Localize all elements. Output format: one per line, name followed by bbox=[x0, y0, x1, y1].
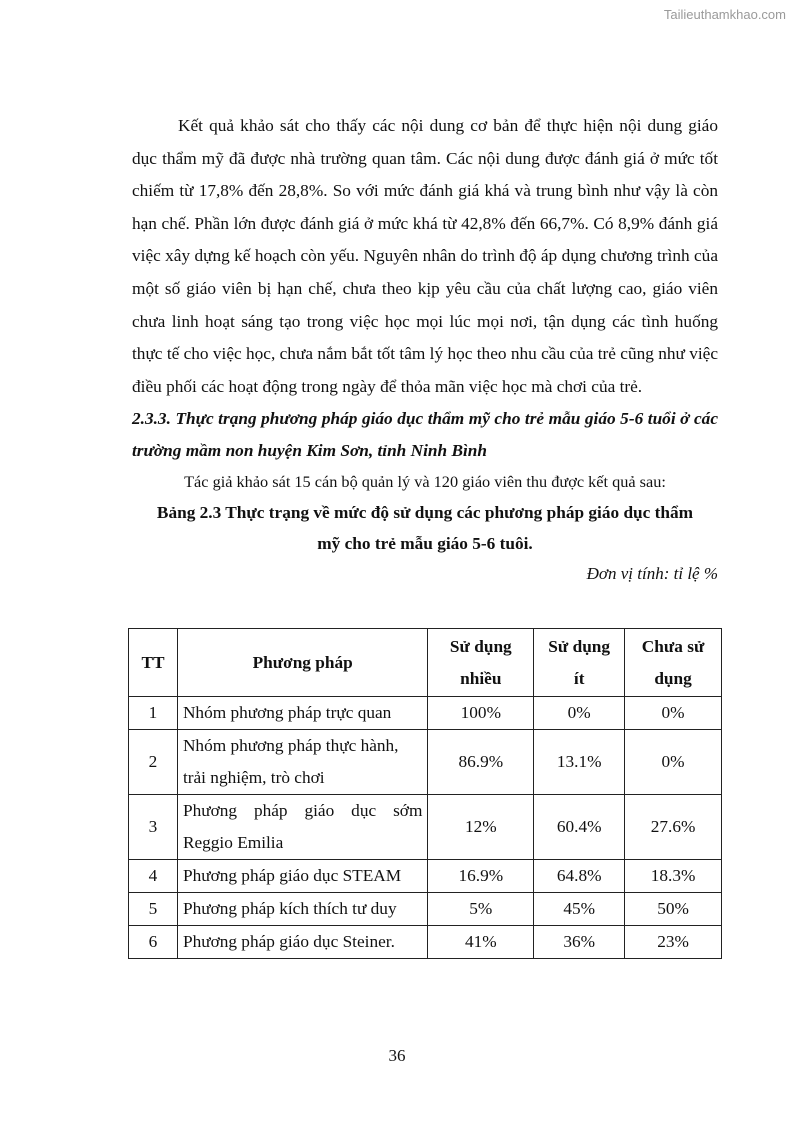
cell-method: Phương pháp giáo dục STEAM bbox=[177, 860, 427, 893]
table-row bbox=[129, 795, 722, 860]
cell-method-line-2: Reggio Emilia bbox=[182, 833, 284, 852]
cell-never-used: 23% bbox=[625, 926, 722, 959]
cell-tt: 5 bbox=[129, 893, 178, 926]
cell-tt: 6 bbox=[129, 926, 178, 959]
header-used-rarely bbox=[534, 629, 625, 697]
cell-never-used: 0% bbox=[625, 730, 722, 795]
cell-used-rarely: 64.8% bbox=[534, 860, 625, 893]
cell-never-used: 0% bbox=[625, 697, 722, 730]
cell-method-line-2: trải nghiệm, trò chơi bbox=[182, 768, 325, 787]
header-never-used bbox=[625, 629, 722, 697]
table-row bbox=[129, 730, 722, 795]
watermark: Tailieuthamkhao.com bbox=[663, 7, 786, 22]
cell-method: Phương pháp giáo dục Steiner. bbox=[177, 926, 427, 959]
section-heading: 2.3.3. Thực trạng phương pháp giáo dục thẩm mỹ cho trẻ mẫu giáo 5-6 tuổi ở các trường mầm non huyện Kim Sơn, tỉnh Ninh Bình bbox=[132, 409, 718, 461]
cell-used-often: 12% bbox=[428, 795, 534, 860]
table-caption-line-2: mỹ cho trẻ mẫu giáo 5-6 tuôi. bbox=[317, 534, 533, 554]
header-never-used-line-1: Chưa sử bbox=[641, 636, 705, 656]
cell-tt: 3 bbox=[129, 795, 178, 860]
methods-table bbox=[128, 628, 722, 959]
cell-method bbox=[177, 795, 427, 860]
header-never-used-line-2: dụng bbox=[654, 668, 692, 688]
header-used-often bbox=[428, 629, 534, 697]
survey-intro: Tác giả khảo sát 15 cán bộ quản lý và 120 giáo viên thu được kết quả sau: bbox=[184, 472, 666, 492]
page-number: 36 bbox=[388, 1046, 406, 1065]
header-tt: TT bbox=[129, 629, 178, 697]
table-caption bbox=[132, 497, 718, 559]
cell-used-rarely: 36% bbox=[534, 926, 625, 959]
body-paragraph: Kết quả khảo sát cho thấy các nội dung cơ bản để thực hiện nội dung giáo dục thẩm mỹ đã được nhà trường quan tâm. Các nội dung được đánh giá ở mức tốt chiếm từ 17,8% đến 28,8%. So với mức đánh giá khá và trung bình như vậy là còn hạn chế. Phần lớn được đánh giá ở mức khá từ 42,8% đến 66,7%. Có 8,9% đánh giá việc xây dựng kế hoạch còn yếu. Nguyên nhân do trình độ áp dụng chương trình của một số giáo viên bị hạn chế, chưa theo kịp yêu cầu của chất lượng cao, giáo viên chưa linh hoạt sáng tạo trong việc học mọi lúc mọi nơi, tận dụng các tình huống thực tế cho việc học, chưa nắm bắt tốt tâm lý học theo nhu cầu của trẻ cũng như việc điều phối các hoạt động trong ngày để thỏa mãn việc học mà chơi của trẻ. bbox=[132, 116, 718, 396]
cell-used-rarely: 60.4% bbox=[534, 795, 625, 860]
header-used-often-line-1: Sử dụng bbox=[449, 636, 512, 656]
cell-used-often: 100% bbox=[428, 697, 534, 730]
cell-used-rarely: 45% bbox=[534, 893, 625, 926]
cell-used-often: 5% bbox=[428, 893, 534, 926]
cell-never-used: 18.3% bbox=[625, 860, 722, 893]
table-caption-line-1: Bảng 2.3 Thực trạng về mức độ sử dụng các phương pháp giáo dục thẩm bbox=[156, 503, 694, 523]
unit-note: Đơn vị tính: tỉ lệ % bbox=[586, 564, 718, 584]
cell-tt: 2 bbox=[129, 730, 178, 795]
cell-used-rarely: 13.1% bbox=[534, 730, 625, 795]
cell-method-line-1: Nhóm phương pháp thực hành, bbox=[182, 736, 399, 755]
cell-used-often: 41% bbox=[428, 926, 534, 959]
header-used-rarely-line-1: Sử dụng bbox=[548, 636, 611, 656]
cell-tt: 1 bbox=[129, 697, 178, 730]
cell-used-often: 86.9% bbox=[428, 730, 534, 795]
cell-method-line-1: Phương pháp giáo dục sớm bbox=[182, 801, 423, 820]
cell-used-often: 16.9% bbox=[428, 860, 534, 893]
cell-method: Phương pháp kích thích tư duy bbox=[177, 893, 427, 926]
header-method: Phương pháp bbox=[177, 629, 427, 697]
table-header-row bbox=[129, 629, 722, 697]
table-row bbox=[129, 697, 722, 730]
page-content bbox=[132, 110, 718, 588]
table-row bbox=[129, 926, 722, 959]
table-row bbox=[129, 860, 722, 893]
cell-never-used: 27.6% bbox=[625, 795, 722, 860]
cell-method bbox=[177, 730, 427, 795]
header-used-rarely-line-2: ít bbox=[573, 668, 585, 688]
table-row bbox=[129, 893, 722, 926]
cell-never-used: 50% bbox=[625, 893, 722, 926]
cell-used-rarely: 0% bbox=[534, 697, 625, 730]
cell-tt: 4 bbox=[129, 860, 178, 893]
header-used-often-line-2: nhiều bbox=[460, 668, 502, 688]
cell-method: Nhóm phương pháp trực quan bbox=[177, 697, 427, 730]
